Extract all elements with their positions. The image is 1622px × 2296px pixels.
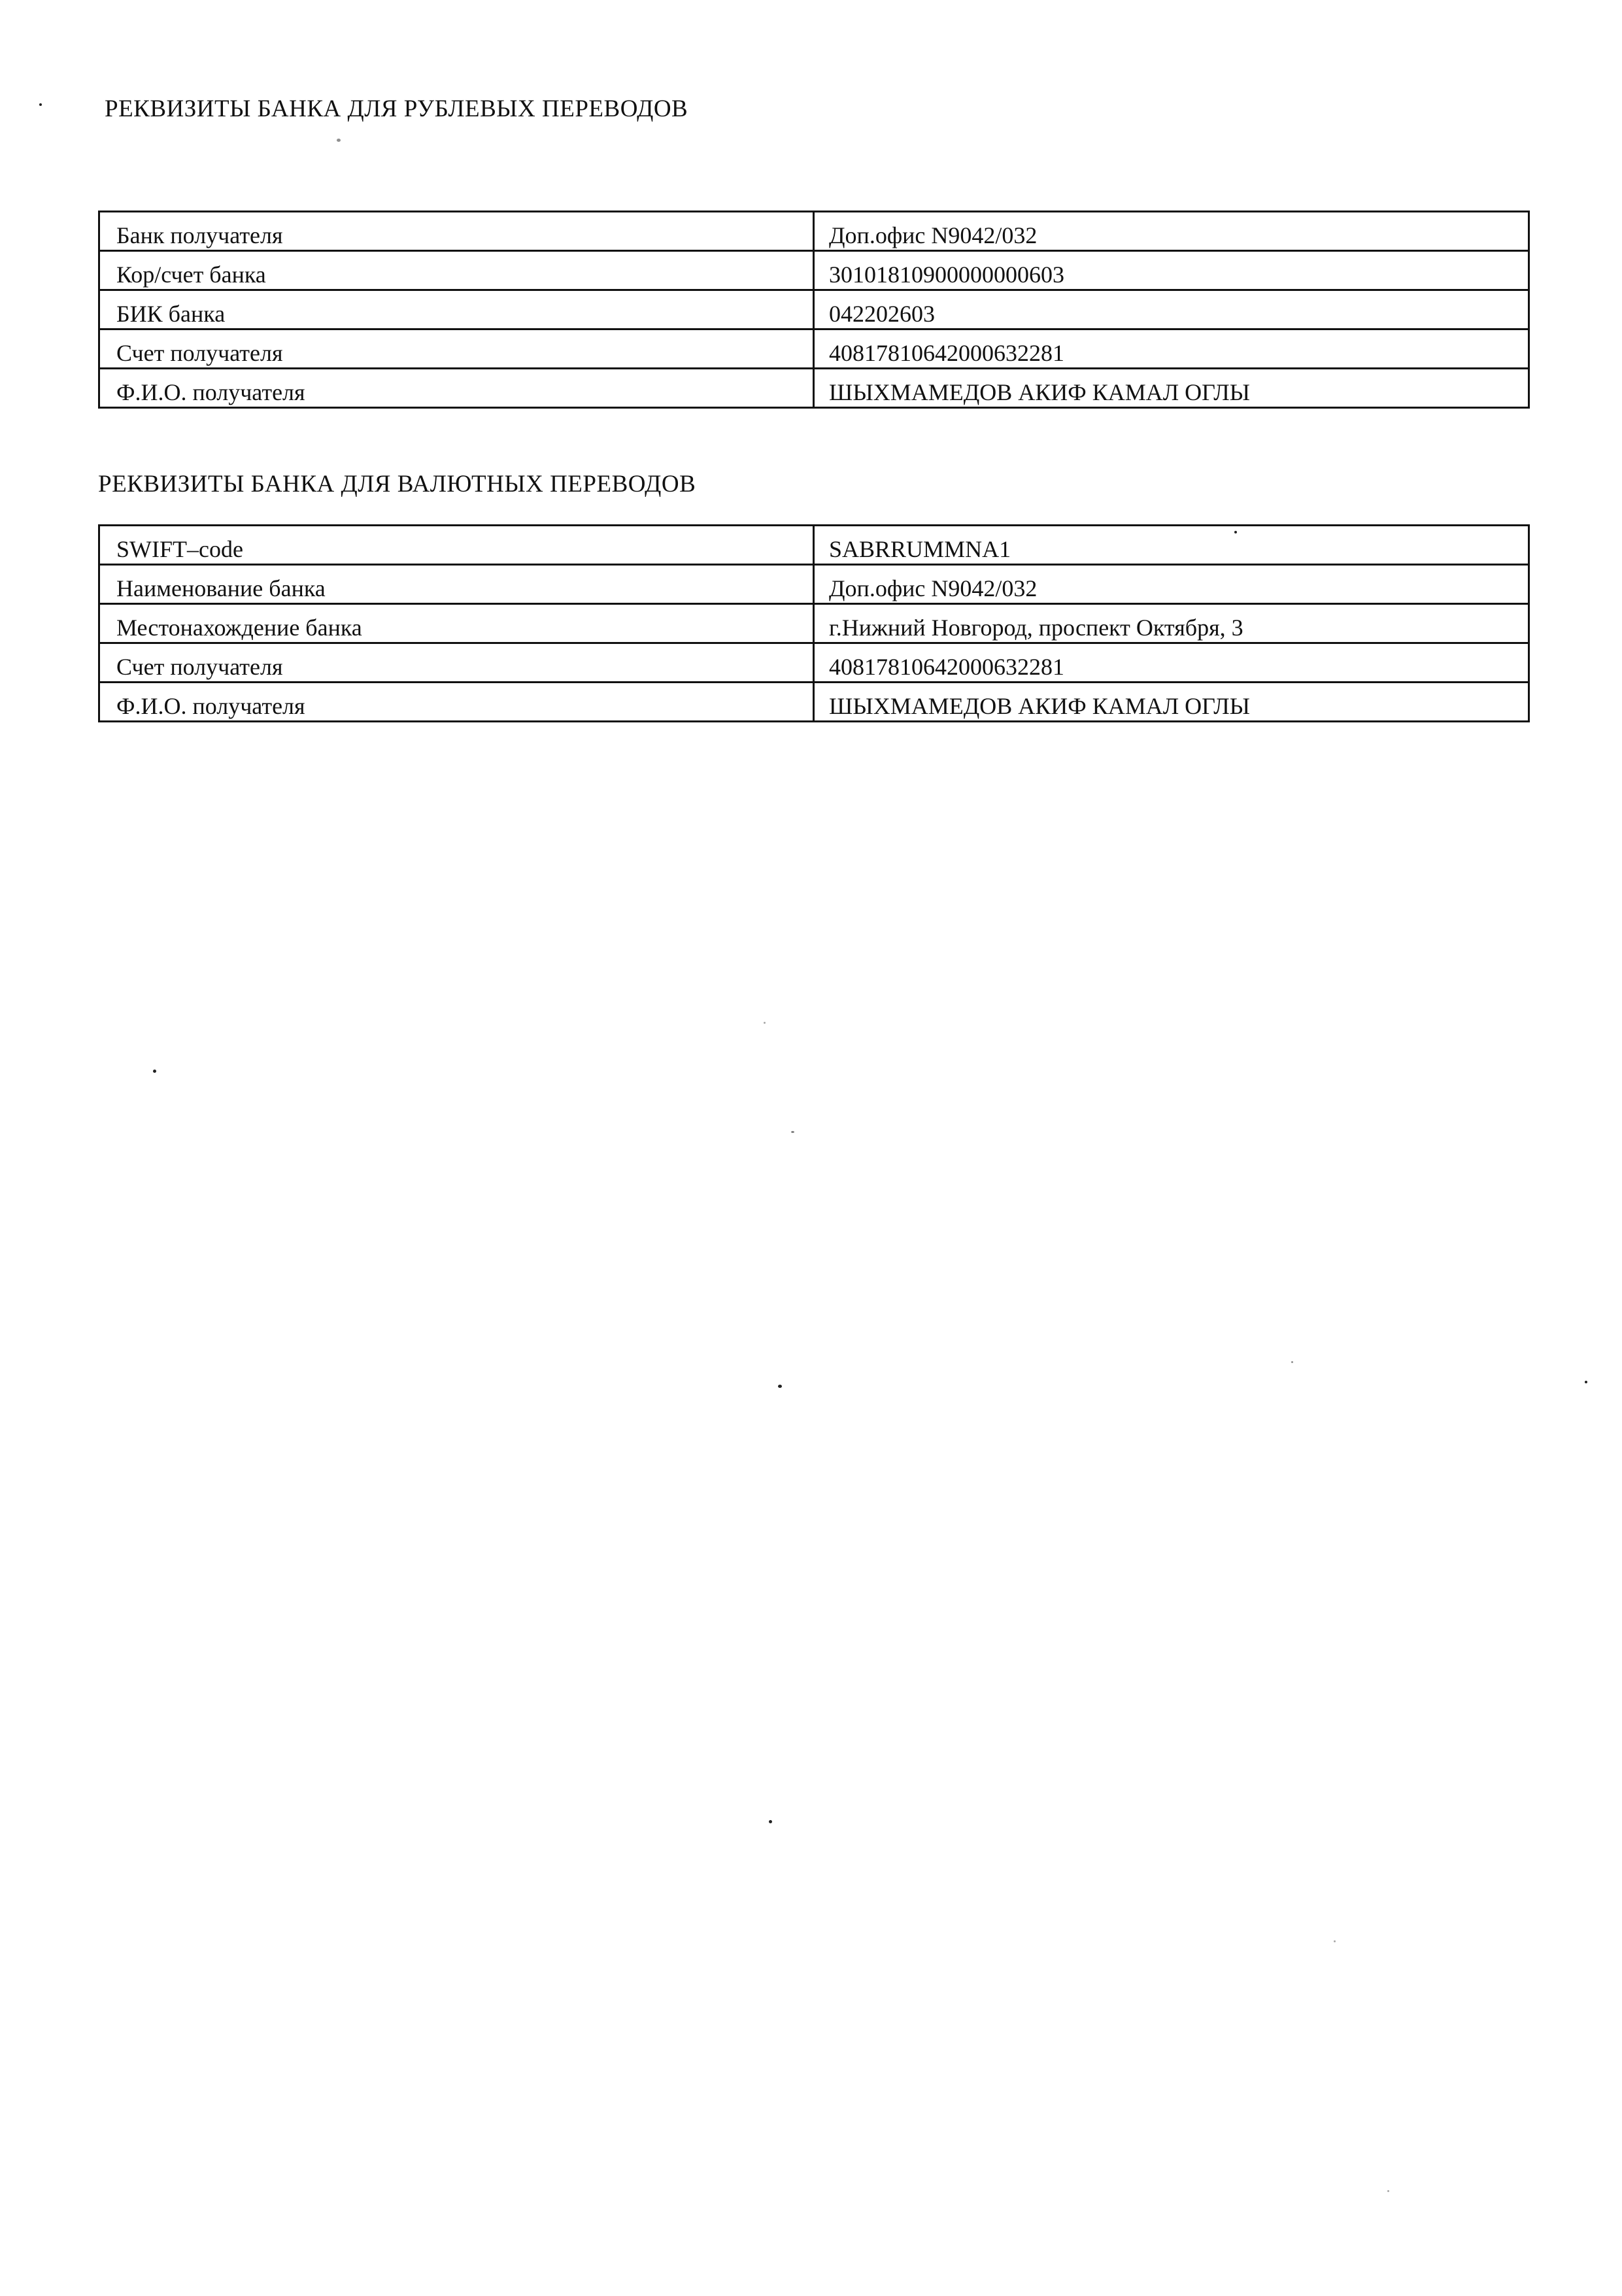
table-row [99, 565, 1529, 604]
scan-speck [1387, 2190, 1389, 2192]
row-value: Доп.офис N9042/032 [814, 212, 1529, 251]
table-row [99, 212, 1529, 251]
row-value: Доп.офис N9042/032 [814, 565, 1529, 604]
table-row [99, 251, 1529, 290]
fx-section-title: РЕКВИЗИТЫ БАНКА ДЛЯ ВАЛЮТНЫХ ПЕРЕВОДОВ [98, 471, 696, 498]
row-label: Банк получателя [99, 212, 814, 251]
scan-speck [1585, 1381, 1587, 1383]
row-value: 40817810642000632281 [814, 643, 1529, 683]
row-value: 40817810642000632281 [814, 329, 1529, 369]
table-row [99, 369, 1529, 408]
row-label: Кор/счет банка [99, 251, 814, 290]
row-label: БИК банка [99, 290, 814, 329]
row-label: Счет получателя [99, 329, 814, 369]
row-value: SABRRUMMNA1 [814, 526, 1529, 565]
rub-section-title: РЕКВИЗИТЫ БАНКА ДЛЯ РУБЛЕВЫХ ПЕРЕВОДОВ [105, 95, 688, 122]
rub-requisites-table [98, 211, 1530, 409]
table-row [99, 329, 1529, 369]
row-label: SWIFT–code [99, 526, 814, 565]
scan-speck [764, 1022, 766, 1024]
row-value: ШЫХМАМЕДОВ АКИФ КАМАЛ ОГЛЫ [814, 683, 1529, 722]
table-row [99, 604, 1529, 643]
scan-speck [39, 103, 42, 106]
row-value: ШЫХМАМЕДОВ АКИФ КАМАЛ ОГЛЫ [814, 369, 1529, 408]
scan-speck [791, 1131, 794, 1133]
table-row [99, 290, 1529, 329]
scan-speck [1234, 531, 1237, 533]
row-label: Счет получателя [99, 643, 814, 683]
row-label: Ф.И.О. получателя [99, 683, 814, 722]
row-value: 042202603 [814, 290, 1529, 329]
table-row [99, 526, 1529, 565]
row-label: Наименование банка [99, 565, 814, 604]
scan-speck [769, 1820, 772, 1823]
row-label: Ф.И.О. получателя [99, 369, 814, 408]
row-label: Местонахождение банка [99, 604, 814, 643]
scan-speck [778, 1385, 782, 1388]
fx-requisites-table [98, 524, 1530, 722]
scan-speck [337, 139, 341, 142]
table-row [99, 683, 1529, 722]
row-value: г.Нижний Новгород, проспект Октября, 3 [814, 604, 1529, 643]
table-row [99, 643, 1529, 683]
row-value: 30101810900000000603 [814, 251, 1529, 290]
scan-speck [1334, 1940, 1336, 1942]
scan-speck [1291, 1361, 1293, 1363]
scan-speck [153, 1070, 156, 1073]
